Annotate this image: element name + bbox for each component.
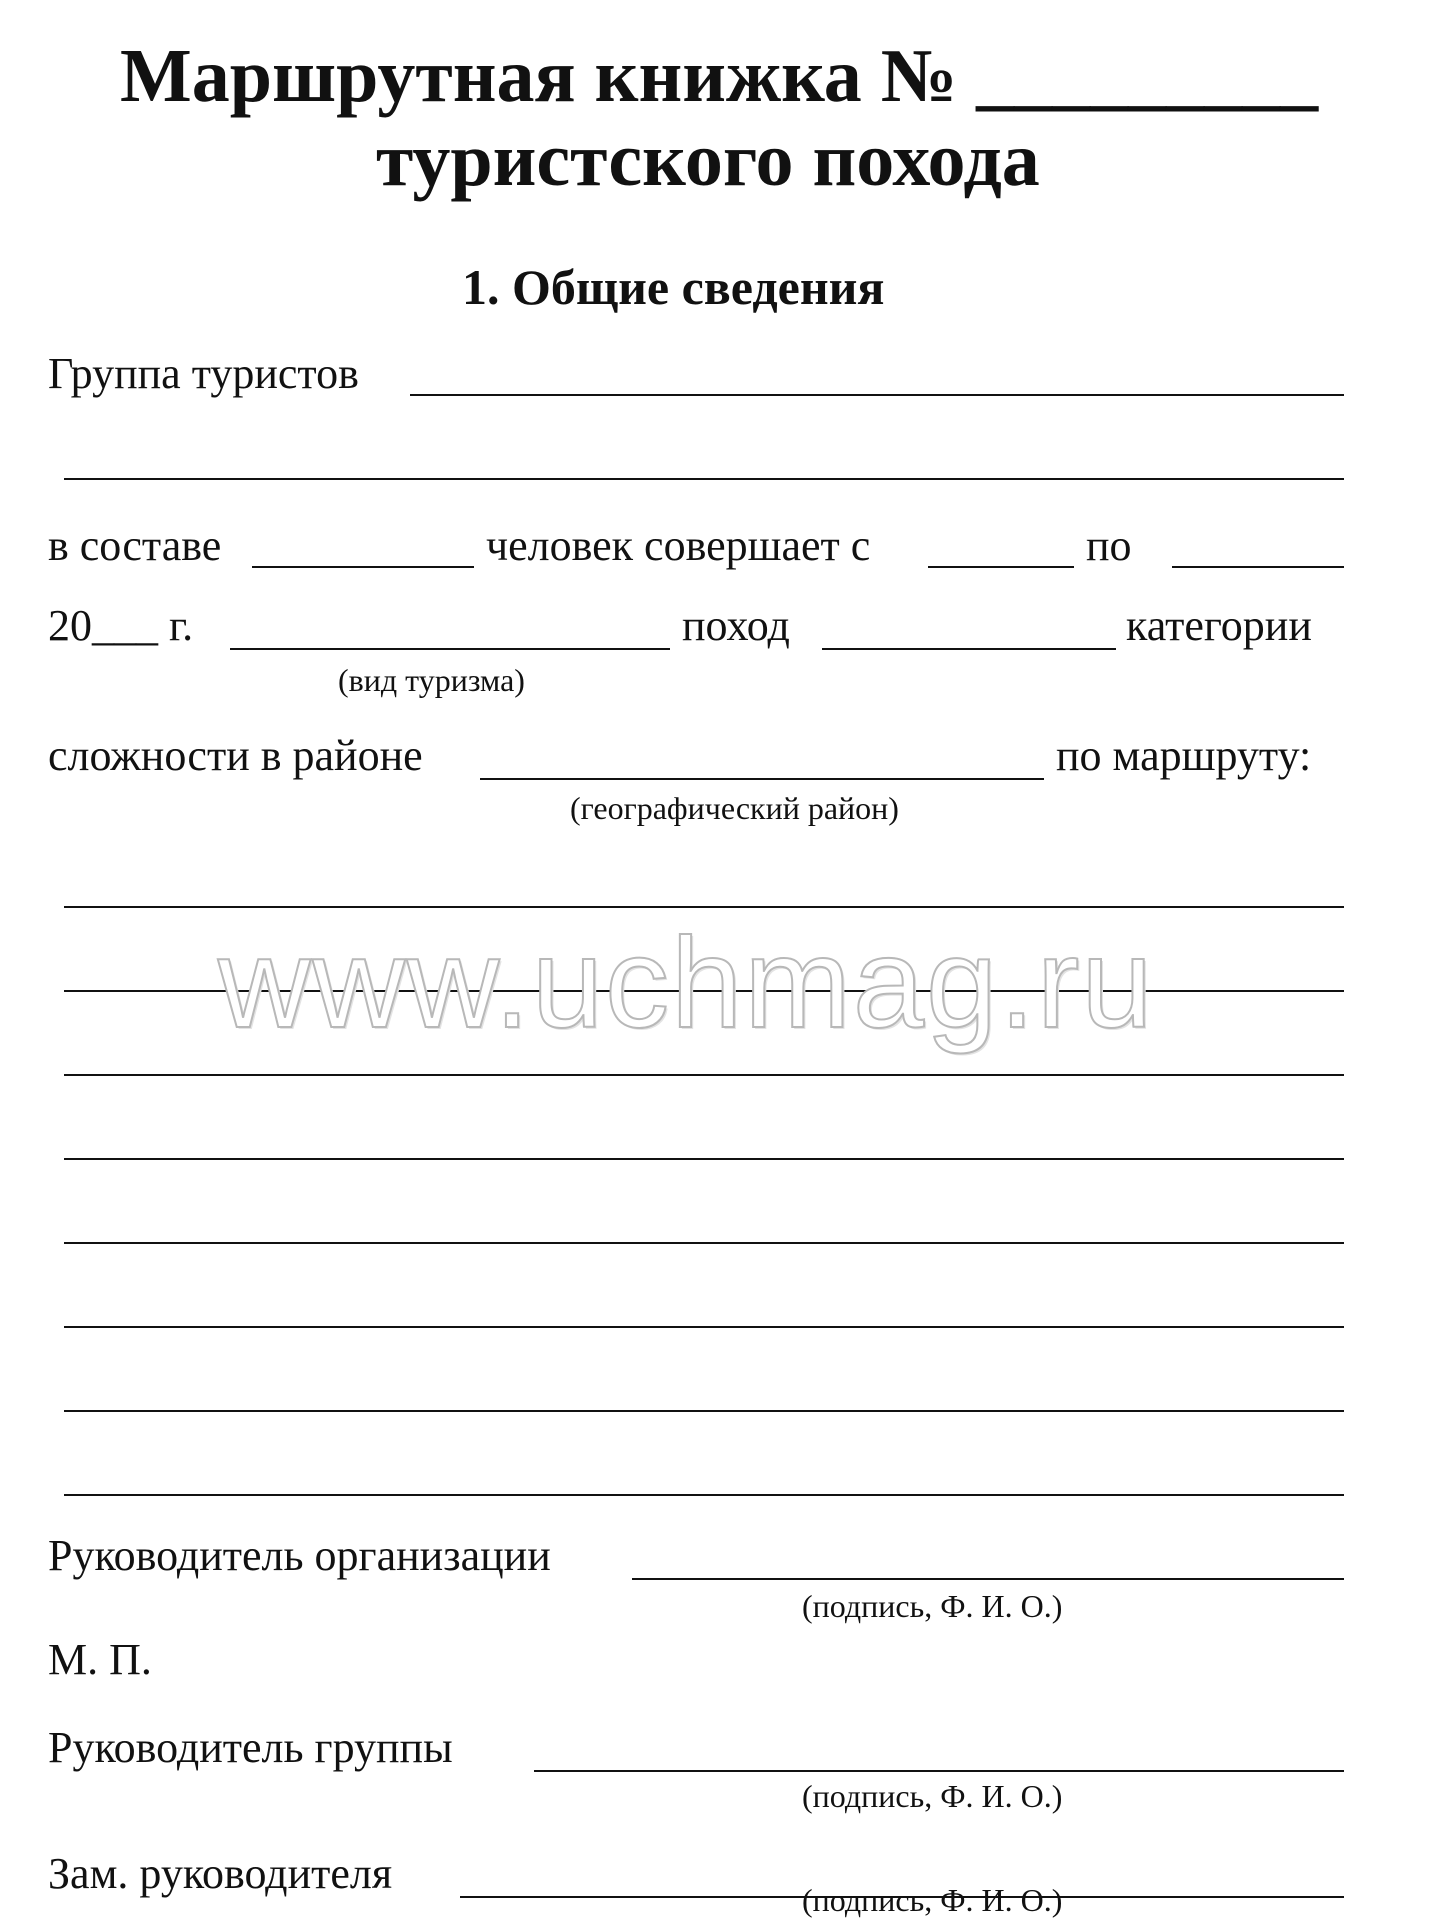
composition-label: в составе: [48, 521, 222, 570]
route-line[interactable]: [64, 1242, 1344, 1244]
route-line[interactable]: [64, 1494, 1344, 1496]
group-label: Группа туристов: [48, 349, 359, 398]
group-field-continuation[interactable]: [64, 478, 1344, 480]
route-line[interactable]: [64, 1326, 1344, 1328]
complexity-label: сложности в районе: [48, 731, 423, 780]
date-to-field[interactable]: [1172, 566, 1344, 568]
group-field[interactable]: [410, 394, 1344, 396]
group-head-caption: (подпись, Ф. И. О.): [802, 1778, 1063, 1814]
org-head-signature-field[interactable]: [632, 1578, 1344, 1580]
region-caption: (географический район): [570, 790, 899, 826]
deputy-caption: (подпись, Ф. И. О.): [802, 1882, 1063, 1918]
watermark: www.uchmag.ru: [218, 912, 1155, 1055]
category-label: категории: [1126, 601, 1312, 650]
to-label: по: [1086, 521, 1132, 570]
persons-count-field[interactable]: [252, 566, 474, 568]
title-line-1: Маршрутная книжка № _________: [120, 34, 1319, 118]
org-head-label: Руководитель организации: [48, 1531, 551, 1580]
category-field[interactable]: [822, 648, 1116, 650]
route-line[interactable]: [64, 1410, 1344, 1412]
date-from-field[interactable]: [928, 566, 1074, 568]
route-line[interactable]: [64, 1074, 1344, 1076]
tourism-type-field[interactable]: [230, 648, 670, 650]
persons-label: человек совершает с: [486, 521, 871, 570]
org-head-caption: (подпись, Ф. И. О.): [802, 1588, 1063, 1624]
trip-label: поход: [682, 601, 790, 650]
group-head-label: Руководитель группы: [48, 1723, 453, 1772]
group-head-signature-field[interactable]: [534, 1770, 1344, 1772]
section-heading: 1. Общие сведения: [462, 259, 885, 315]
year-prefix: 20___ г.: [48, 601, 194, 650]
stamp-label: М. П.: [48, 1635, 152, 1684]
title-line-2: туристского похода: [376, 118, 1040, 202]
route-label: по маршруту:: [1056, 731, 1312, 780]
deputy-label: Зам. руководителя: [48, 1849, 393, 1898]
region-field[interactable]: [480, 778, 1044, 780]
route-line[interactable]: [64, 1158, 1344, 1160]
tourism-type-caption: (вид туризма): [338, 662, 525, 698]
route-line[interactable]: [64, 906, 1344, 908]
